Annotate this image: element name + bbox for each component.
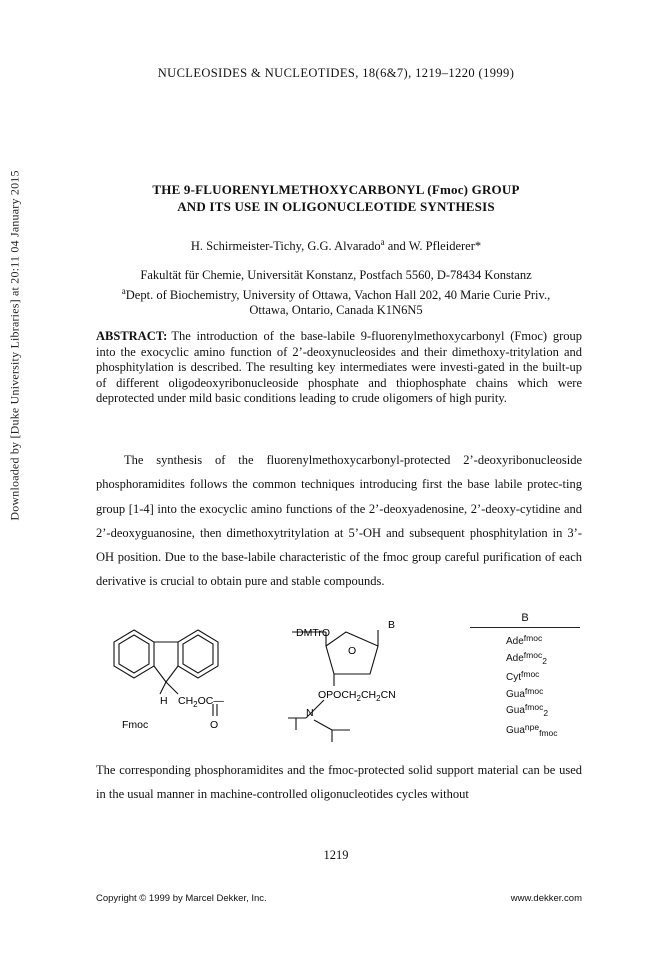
legend-base: Cyt (506, 672, 521, 683)
fluorene-right-ring (178, 630, 218, 678)
dmtro-label: DMTrO (296, 627, 331, 639)
fluorene-right-ring-inner (183, 635, 213, 673)
amine-n-label: N (306, 707, 314, 719)
legend-sup: fmoc (523, 649, 543, 660)
legend-row (470, 701, 580, 721)
fmoc-ch2oc-label: $CH_2OC—$ (178, 695, 224, 709)
base-b-label: B (388, 619, 396, 631)
legend-rule (470, 627, 580, 628)
page-number: 1219 (323, 848, 349, 862)
legend-base: Gua (506, 688, 525, 700)
legend-row (470, 649, 580, 669)
legend-sup: fmoc (524, 685, 544, 696)
fmoc-oxygen-label: O (210, 719, 219, 731)
download-note: Downloaded by [Duke University Libraries] at 20:11 04 January 2015 (7, 169, 22, 521)
body-paragraph-1: The synthesis of the fluorenylmethoxycarbonyl-protected 2’-deoxyribonucleoside phosphoramidites follows the common techniques introducing first the base labile protec-ting group [1-4] into the exocyclic amino functions of the 2’-deoxyadenosine, 2’-deoxy-cytidine and 2’-deoxyguanosine, then dimethoxytritylation at 5’-OH and subsequent phosphitylation in 3’-OH position. Due to the base-labile characteristic of the fmoc group careful purification of each derivative is crucial to obtain pure and stable compounds. (96, 453, 582, 589)
legend-rows (470, 632, 580, 740)
legend-sub: fmoc (539, 727, 558, 738)
legend-sub: 2 (542, 655, 547, 666)
title-line-1: THE 9-FLUORENYLMETHOXYCARBONYL (Fmoc) GROUP (152, 182, 520, 197)
ring-oxygen-label: O (348, 645, 357, 657)
publisher-website: www.dekker.com (510, 893, 582, 904)
affiliation-sup: a (121, 285, 126, 296)
affiliation-line-2-text: Dept. of Biochemistry, University of Ottawa, Vachon Hall 202, 40 Marie Curie Priv., (125, 287, 551, 302)
abstract-text: The introduction of the base-labile 9-fluorenylmethoxycarbonyl (Fmoc) group into the exocyclic amino function of 2’-deoxynucleosides and their dimethoxy-tritylation and phosphitylation is described. The resulting key intermediates were investi-gated in the built-up of different oligodeoxyribonucleoside phosphate and thiophosphate chains which were deprotected under mild basic conditions leading to crude oligomers of high purity. (96, 329, 582, 406)
copyright-notice: Copyright © 1999 by Marcel Dekker, Inc. (96, 893, 267, 904)
fmoc-label: Fmoc (122, 719, 149, 731)
body-paragraph-2: The corresponding phosphoramidites and the fmoc-protected solid support material can be used in the usual manner in machine-controlled oligonucleotides cycles without (96, 763, 582, 802)
authors-main: H. Schirmeister-Tichy, G.G. Alvarado (190, 239, 381, 254)
legend-base: Gua (506, 705, 525, 716)
legend-row (470, 632, 580, 649)
legend-sub: 2 (543, 708, 549, 718)
affiliation-line-2 (0, 284, 672, 304)
base-legend (470, 612, 580, 740)
legend-base: Ade (506, 652, 524, 664)
title-line-2: AND ITS USE IN OLIGONUCLEOTIDE SYNTHESIS (177, 199, 495, 214)
affiliations (0, 268, 672, 319)
legend-sup: fmoc (521, 669, 540, 679)
article-title (0, 181, 672, 215)
abstract (96, 329, 582, 407)
legend-row (470, 685, 580, 702)
structure-drawing (96, 612, 456, 752)
fmoc-h-label: H (160, 695, 168, 707)
authors-tail: and W. Pfleiderer* (384, 239, 482, 254)
legend-base: Ade (506, 636, 524, 647)
phosphite-label: $OPOCH_2CH_2CN$ (318, 689, 396, 703)
journal-header: NUCLEOSIDES & NUCLEOTIDES, 18(6&7), 1219–1220 (1999) (157, 66, 515, 80)
affiliation-line-1: Fakultät für Chemie, Universität Konstanz, Postfach 5560, D-78434 Konstanz (140, 268, 532, 282)
abstract-label: ABSTRACT: (96, 329, 168, 343)
legend-sup: fmoc (524, 702, 544, 712)
chemical-structure-figure (96, 612, 582, 752)
affiliation-line-3: Ottawa, Ontario, Canada K1N6N5 (249, 303, 423, 318)
fluorene-left-ring (114, 630, 154, 678)
authors (0, 237, 672, 254)
authors-sup: a (380, 237, 385, 247)
legend-sup: npe (524, 721, 540, 732)
fluorene-left-ring-inner (119, 635, 149, 673)
legend-base: Gua (506, 724, 525, 736)
legend-header: B (521, 612, 529, 624)
download-watermark (4, 20, 26, 670)
legend-row (470, 668, 580, 685)
legend-sup: fmoc (523, 633, 543, 643)
legend-row (470, 721, 580, 741)
